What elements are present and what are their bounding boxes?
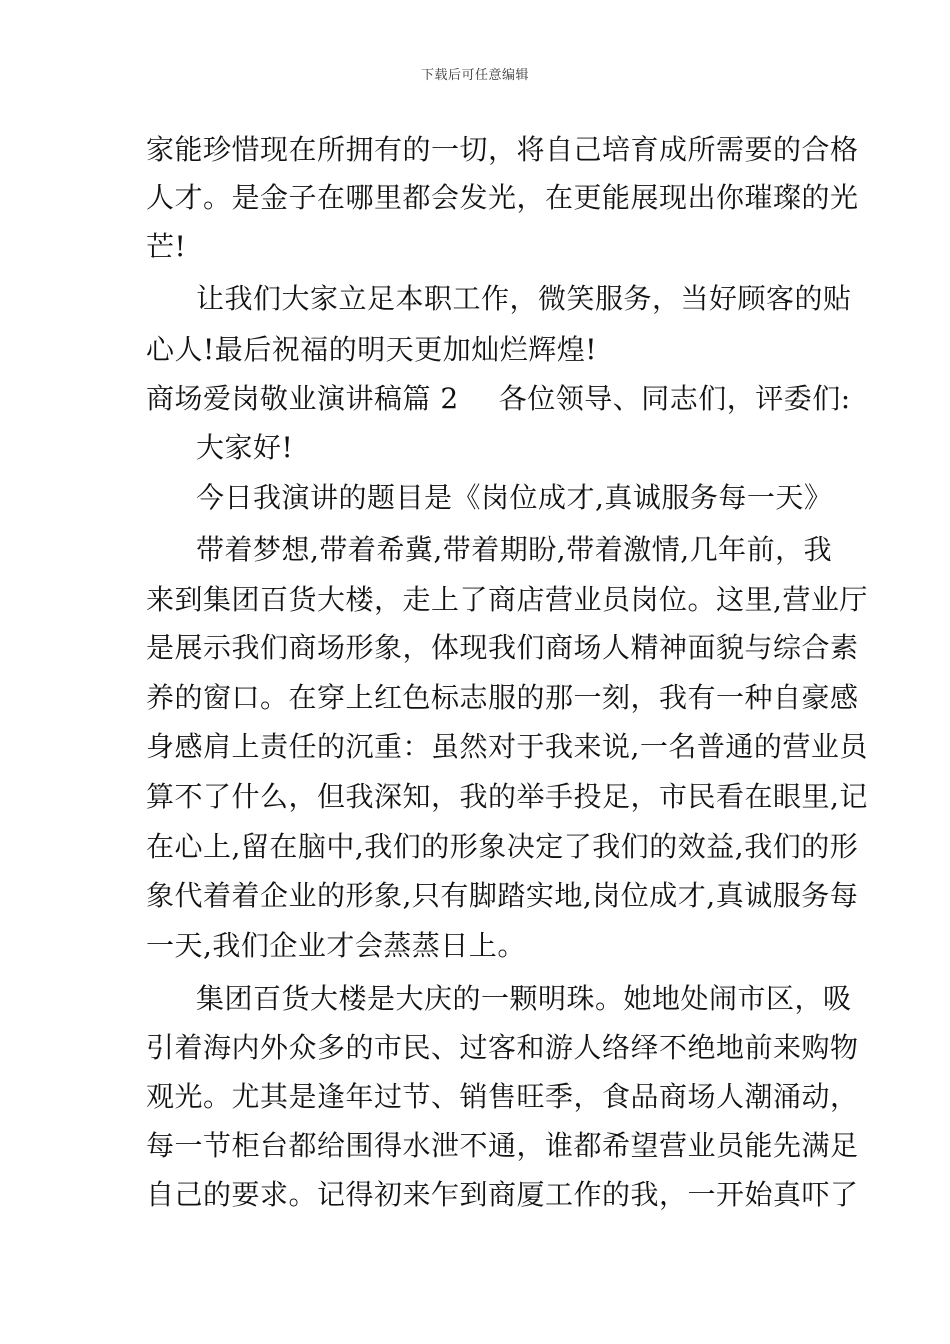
text-line: 人才。是金子在哪里都会发光，在更能展现出你璀璨的光 — [146, 181, 859, 214]
text-line: 芒! — [146, 230, 187, 263]
text-line: 家能珍惜现在所拥有的一切，将自己培育成所需要的合格 — [146, 133, 859, 166]
text-line: 大家好! — [196, 431, 294, 464]
text-line: 一天,我们企业才会蒸蒸日上。 — [146, 929, 526, 962]
text-line: 自己的要求。记得初来乍到商厦工作的我，一开始真吓了 — [146, 1178, 859, 1211]
text-line: 观光。尤其是逢年过节、销售旺季，食品商场人潮涌动， — [146, 1080, 859, 1113]
text-line: 今日我演讲的题目是《岗位成才,真诚服务每一天》 — [196, 481, 833, 514]
text-line: 让我们大家立足本职工作，微笑服务，当好顾客的贴 — [196, 282, 852, 315]
text-line: 集团百货大楼是大庆的一颗明珠。她地处闹市区，吸 — [196, 982, 852, 1015]
text-line: 心人!最后祝福的明天更加灿烂辉煌! — [146, 333, 598, 366]
text-line: 身感肩上责任的沉重：虽然对于我来说,一名普通的营业员 — [146, 730, 868, 763]
text-line: 是展示我们商场形象，体现我们商场人精神面貌与综合素 — [146, 631, 859, 664]
text-line: 来到集团百货大楼，走上了商店营业员岗位。这里,营业厅 — [146, 583, 868, 616]
text-line: 每一节柜台都给围得水泄不通，谁都希望营业员能先满足 — [146, 1129, 859, 1162]
section-title: 商场爱岗敬业演讲稿篇 2 — [146, 382, 459, 415]
text-line: 在心上,留在脑中,我们的形象决定了我们的效益,我们的形 — [146, 830, 859, 863]
salutation: 各位领导、同志们，评委们: — [498, 382, 851, 415]
text-line: 象代着着企业的形象,只有脚踏实地,岗位成才,真诚服务每 — [146, 879, 859, 912]
page-header-note: 下载后可任意编辑 — [420, 68, 529, 83]
text-line: 算不了什么，但我深知，我的举手投足，市民看在眼里,记 — [146, 780, 868, 813]
text-line: 带着梦想,带着希冀,带着期盼,带着激情,几年前，我 — [196, 533, 833, 566]
text-line: 养的窗口。在穿上红色标志服的那一刻，我有一种自豪感 — [146, 681, 859, 714]
text-line: 引着海内外众多的市民、过客和游人络绎不绝地前来购物 — [146, 1031, 859, 1064]
section-title-line — [146, 381, 851, 417]
